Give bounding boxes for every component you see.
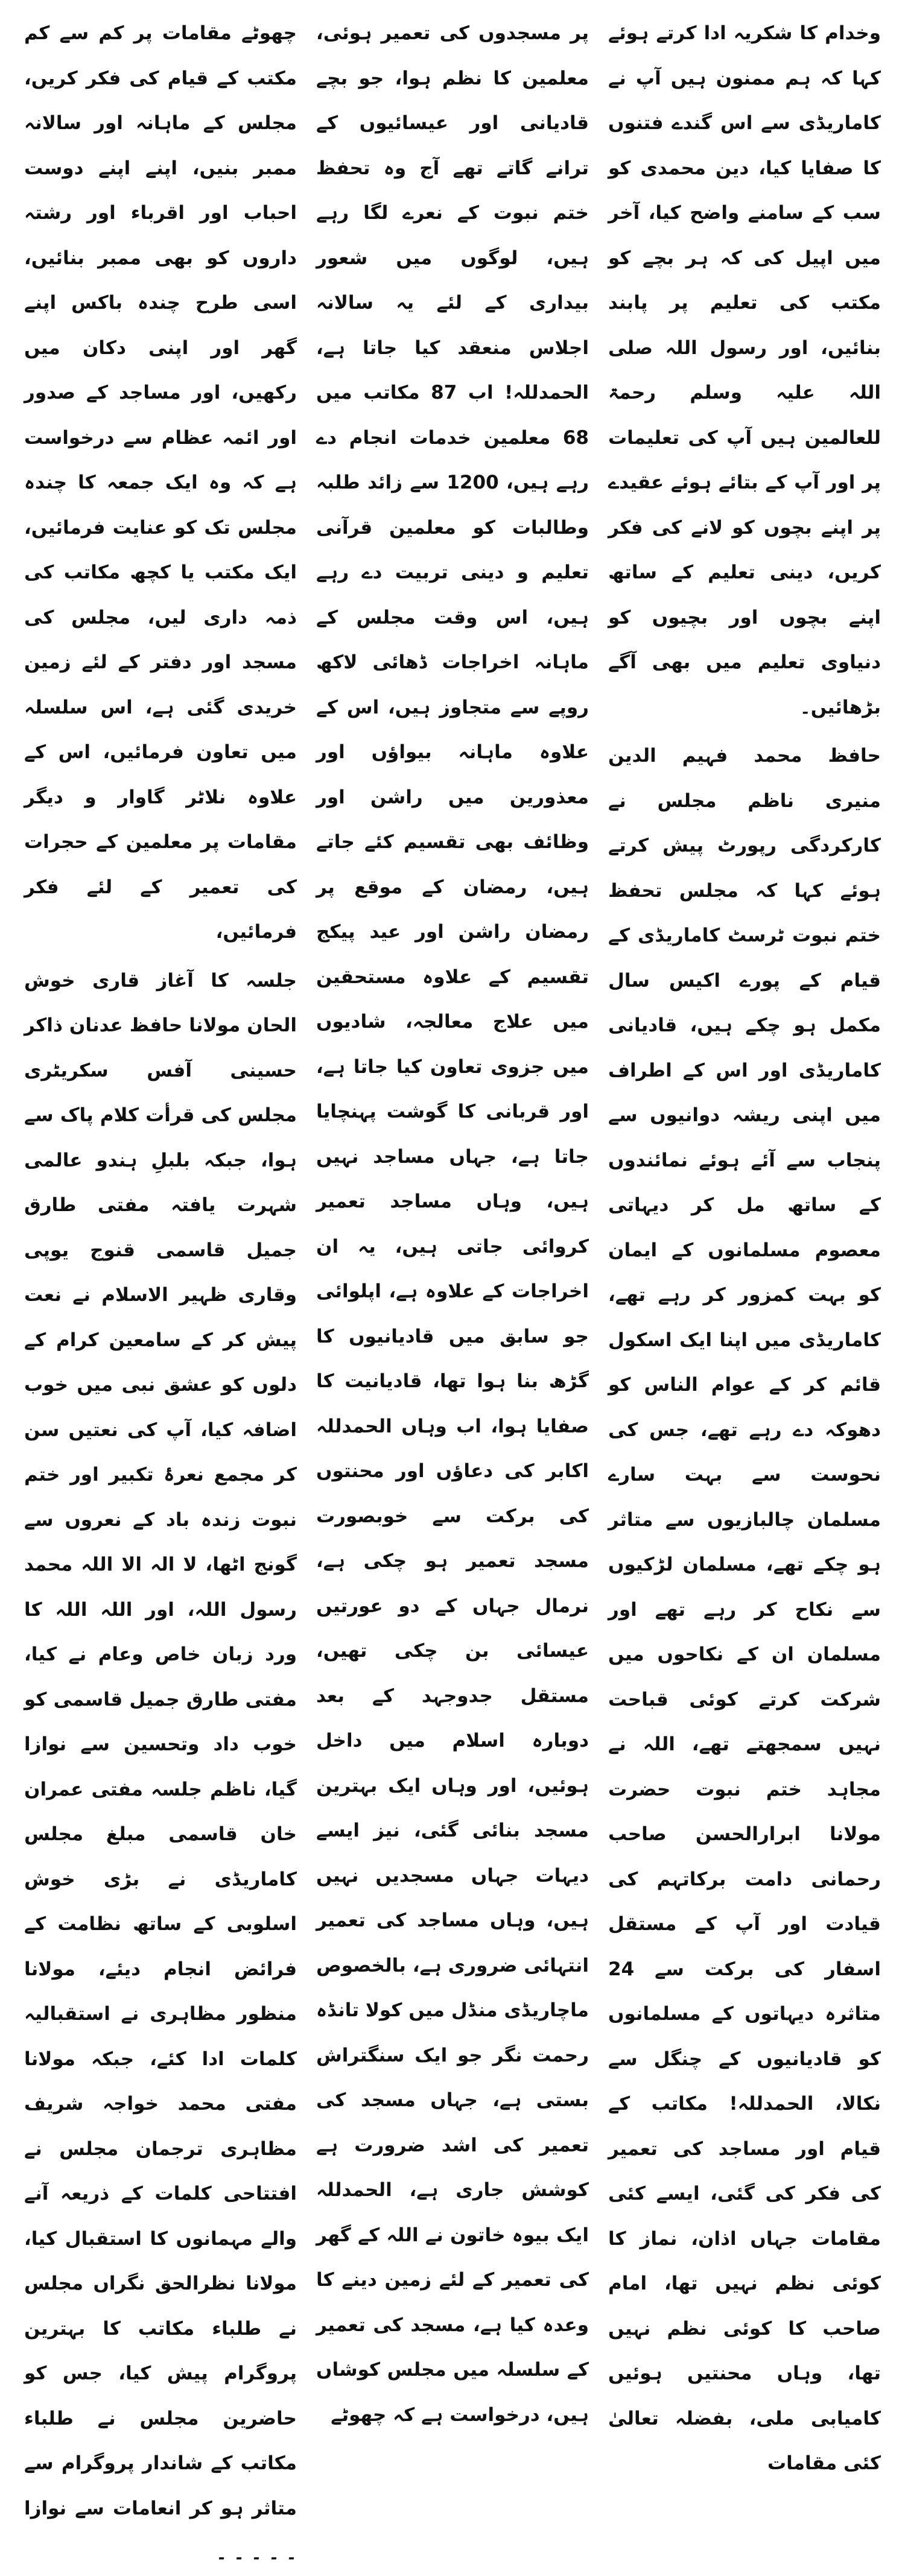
article-columns xyxy=(24,11,881,2564)
column-right xyxy=(608,11,881,2474)
column-middle xyxy=(316,11,589,2426)
article-paragraph: چھوٹے مقامات پر کم سے کم مکتب کے قیام کی فکر کریں، مجلس کے ماہانہ اور سالانہ ممبر بنیں، اپنے اپنے دوست احباب اور اقرباء اور رشتہ داروں کو بھی ممبر بنائیں، اسی طرح چندہ باکس اپنے گھر اور اپنی دکان میں رکھیں، اور مساجد کے صدور اور ائمہ عظام سے درخواست ہے کہ وہ ایک جمعہ کا چندہ مجلس تک کو عنایت فرمائیں، ایک مکتب یا کچھ مکاتب کی ذمہ داری لیں، مجلس کی مسجد اور دفتر کے لئے زمین خریدی گئی ہے، اس سلسلہ میں تعاون فرمائیں، اس کے علاوہ نلاٹر گاوار و دیگر مقامات پر معلمین کے حجرات کی تعمیر کے لئے فکر فرمائیں، xyxy=(24,22,297,943)
article-paragraph: وخدام کا شکریہ ادا کرتے ہوئے کہا کہ ہم ممنون ہیں آپ نے کاماریڈی سے اس گندے فتنوں کا صفایا کیا، دین محمدی کو سب کے سامنے واضح کیا، آخر میں اپیل کی کہ ہر بچے کو مکتب کی تعلیم پر پابند بنائیں، اور رسول اللہ صلی اللہ علیہ وسلم رحمۃ للعالمین ہیں آپ کی تعلیمات پر اور آپ کے بتائے ہوئے عقیدے پر اپنے بچوں کو لانے کی فکر کریں، دینی تعلیم کے ساتھ اپنے بچوں اور بچیوں کو دنیاوی تعلیم میں بھی آگے بڑھائیں۔ xyxy=(608,22,881,718)
column-left xyxy=(24,11,297,2564)
article-paragraph: جلسہ کا آغاز قاری خوش الحان مولانا حافظ عدنان ذاکر حسینی آفس سکریٹری مجلس کی قرأت کلام پاک سے ہوا، جبکہ بلبلِ ہندو عالمی شہرت یافتہ مفتی طارق جمیل قاسمی قنوج یوپی وقاری ظہیر الاسلام نے نعت پیش کر کے سامعین کرام کے دلوں کو عشق نبی میں خوب اضافہ کیا، آپ کی نعتیں سن کر مجمع نعرۂ تکبیر اور ختم نبوت زندہ باد کے نعروں سے گونج اٹھا، لا الہ الا اللہ محمد رسول اللہ، اور اللہ اللہ کا ورد زبان خاص وعام نے کیا، مفتی طارق جمیل قاسمی کو خوب داد وتحسین سے نوازا گیا، ناظم جلسہ مفتی عمران خان قاسمی مبلغ مجلس کاماریڈی نے بڑی خوش اسلوبی کے ساتھ نظامت کے فرائض انجام دیئے، مولانا منظور مظاہری نے استقبالیہ کلمات ادا کئے، جبکہ مولانا مفتی محمد خواجہ شریف مظاہری ترجمان مجلس نے افتتاحی کلمات کے ذریعہ آنے والے مہمانوں کا استقبال کیا، مولانا نظرالحق نگراں مجلس نے طلباء مکاتب کا بہترین پروگرام پیش کیا، جس کو حاضرین مجلس نے طلباء مکاتب کے شاندار پروگرام سے متاثر ہو کر انعامات سے نوازا ۔ ۔ ۔ ۔ ۔ xyxy=(24,969,297,2564)
article-paragraph: پر مسجدوں کی تعمیر ہوئی، معلمین کا نظم ہوا، جو بچے قادیانی اور عیسائیوں کے ترانے گاتے تھے آج وہ تحفظ ختم نبوت کے نعرے لگا رہے ہیں، لوگوں میں شعور بیداری کے لئے یہ سالانہ اجلاس منعقد کیا جاتا ہے، الحمدللہ! اب 87 مکاتب میں 68 معلمین خدمات انجام دے رہے ہیں، 1200 سے زائد طلبہ وطالبات کو معلمین قرآنی تعلیم و دینی تربیت دے رہے ہیں، اس وقت مجلس کے ماہانہ اخراجات ڈھائی لاکھ روپے سے متجاوز ہیں، اس کے علاوہ ماہانہ بیواؤں اور معذورین میں راشن اور وظائف بھی تقسیم کئے جاتے ہیں، رمضان کے موقع پر رمضان راشن اور عید پیکج تقسیم کے علاوہ مستحقین میں علاج معالجہ، شادیوں میں جزوی تعاون کیا جاتا ہے، اور قربانی کا گوشت پہنچایا جاتا ہے، جہاں مساجد نہیں ہیں، وہاں مساجد تعمیر کروائی جاتی ہیں، یہ ان اخراجات کے علاوہ ہے، اپلوائی جو سابق میں قادیانیوں کا گڑھ بنا ہوا تھا، قادیانیت کا صفایا ہوا، اب وہاں الحمدللہ اکابر کی دعاؤں اور محنتوں کی برکت سے خوبصورت مسجد تعمیر ہو چکی ہے، نرمال جہاں کے دو عورتیں عیسائی بن چکی تھیں، مستقل جدوجہد کے بعد دوبارہ اسلام میں داخل ہوئیں، اور وہاں ایک بہترین مسجد بنائی گئی، نیز ایسے دیہات جہاں مسجدیں نہیں ہیں، وہاں مساجد کی تعمیر انتہائی ضروری ہے، بالخصوص ماچاریڈی منڈل میں کولا تانڈہ رحمت نگر جو ایک سنگتراش بستی ہے، جہاں مسجد کی تعمیر کی اشد ضرورت ہے کوشش جاری ہے، الحمدللہ ایک بیوہ خاتون نے اللہ کے گھر کی تعمیر کے لئے زمین دینے کا وعدہ کیا ہے، مسجد کی تعمیر کے سلسلہ میں مجلس کوشاں ہیں، درخواست ہے کہ چھوٹے xyxy=(316,22,589,2426)
article-paragraph: حافظ محمد فہیم الدین منیری ناظم مجلس نے کارکردگی رپورٹ پیش کرتے ہوئے کہا کہ مجلس تحفظ ختم نبوت ٹرسٹ کاماریڈی کے قیام کے پورے اکیس سال مکمل ہو چکے ہیں، قادیانی کاماریڈی اور اس کے اطراف میں اپنی ریشہ دوانیوں سے پنجاب سے آئے ہوئے نمائندوں کے ساتھ مل کر دیہاتی معصوم مسلمانوں کے ایمان کو بہت کمزور کر رہے تھے، کاماریڈی میں اپنا ایک اسکول قائم کر کے عوام الناس کو دھوکہ دے رہے تھے، جس کی نحوست سے بہت سارے مسلمان چالبازیوں سے متاثر ہو چکے تھے، مسلمان لڑکیوں سے نکاح کر رہے تھے اور مسلمان ان کے نکاحوں میں شرکت کرتے کوئی قباحت نہیں سمجھتے تھے، اللہ نے مجاہد ختم نبوت حضرت مولانا ابرارالحسن صاحب رحمانی دامت برکاتہم کی قیادت اور آپ کے مستقل اسفار کی برکت سے 24 متاثرہ دیہاتوں کے مسلمانوں کو قادیانیوں کے چنگل سے نکالا، الحمدللہ! مکاتب کے قیام اور مساجد کی تعمیر کی فکر کی گئی، ایسے کئی مقامات جہاں اذان، نماز کا کوئی نظم نہیں تھا، امام صاحب کا کوئی نظم نہیں تھا، وہاں محنتیں ہوئیں کامیابی ملی، بفضلہ تعالیٰ کئی مقامات xyxy=(608,745,881,2474)
